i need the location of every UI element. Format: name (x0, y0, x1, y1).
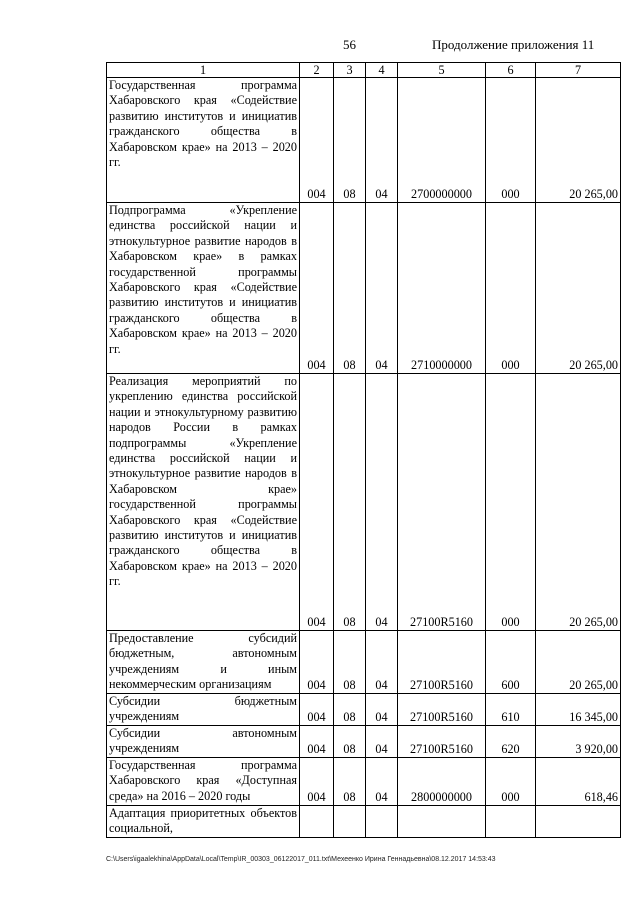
table-row (107, 758, 621, 806)
row-name-cell: Предоставление субсидий бюджетным, автономным учреждениям и иным некоммерческим организациям (107, 631, 300, 694)
code-cell: 610 (486, 694, 536, 726)
table-row (107, 631, 621, 694)
table-row (107, 78, 621, 203)
code-cell: 04 (366, 203, 398, 374)
amount-cell: 618,46 (536, 758, 621, 806)
code-cell: 27100R5160 (398, 726, 486, 758)
row-name-cell: Адаптация приоритетных объектов социальной, (107, 806, 300, 838)
row-name-cell: Субсидии бюджетным учреждениям (107, 694, 300, 726)
code-cell: 04 (366, 694, 398, 726)
code-cell: 2700000000 (398, 78, 486, 203)
amount-cell: 20 265,00 (536, 203, 621, 374)
code-cell: 08 (334, 203, 366, 374)
table-header-row (107, 63, 621, 78)
code-cell: 000 (486, 78, 536, 203)
code-cell: 004 (300, 758, 334, 806)
code-cell: 27100R5160 (398, 374, 486, 631)
code-cell: 2800000000 (398, 758, 486, 806)
code-cell (486, 806, 536, 838)
code-cell (300, 806, 334, 838)
code-cell: 08 (334, 631, 366, 694)
row-name-cell: Государственная программа Хабаровского края «Доступная среда» на 2016 – 2020 годы (107, 758, 300, 806)
column-header: 3 (334, 63, 366, 78)
column-header: 6 (486, 63, 536, 78)
column-header: 4 (366, 63, 398, 78)
code-cell: 004 (300, 374, 334, 631)
code-cell: 004 (300, 726, 334, 758)
column-header: 5 (398, 63, 486, 78)
row-name-cell: Подпрограмма «Укрепление единства российской нации и этнокультурное развитие народов в Хабаровском крае» в рамках государственной программы Хабаровского края «Содействие развитию институтов и инициатив гражданского общества в Хабаровском крае» на 2013 – 2020 гг. (107, 203, 300, 374)
code-cell: 04 (366, 374, 398, 631)
table-row (107, 203, 621, 374)
code-cell: 620 (486, 726, 536, 758)
code-cell: 2710000000 (398, 203, 486, 374)
row-name-cell: Реализация мероприятий по укреплению единства российской нации и этнокультурному развитию народов России в рамках подпрограммы «Укрепление единства российской нации и этнокультурное развитие народов в Хабаровском крае» государственной программы Хабаровского края «Содействие развитию институтов и инициатив гражданского общества в Хабаровском крае» на 2013 – 2020 гг. (107, 374, 300, 631)
code-cell: 08 (334, 78, 366, 203)
code-cell: 08 (334, 374, 366, 631)
code-cell (366, 806, 398, 838)
table-row (107, 374, 621, 631)
column-header: 1 (107, 63, 300, 78)
continuation-note: Продолжение приложения 11 (432, 37, 595, 52)
table-row (107, 694, 621, 726)
amount-cell: 20 265,00 (536, 78, 621, 203)
amount-cell: 20 265,00 (536, 374, 621, 631)
code-cell: 004 (300, 631, 334, 694)
code-cell: 27100R5160 (398, 631, 486, 694)
table-row (107, 726, 621, 758)
code-cell: 000 (486, 203, 536, 374)
footer-file-path: C:\Users\igaalekhina\AppData\Local\Temp\IR_00303_06122017_011.txt\Мехеенко Ирина Геннадьевна\08.12.2017 14:53:43 (106, 856, 496, 863)
column-header: 7 (536, 63, 621, 78)
code-cell: 04 (366, 758, 398, 806)
code-cell: 04 (366, 78, 398, 203)
code-cell: 08 (334, 694, 366, 726)
row-name-cell: Государственная программа Хабаровского края «Содействие развитию институтов и инициатив гражданского общества в Хабаровском крае» на 2013 – 2020 гг. (107, 78, 300, 203)
budget-table (106, 62, 621, 838)
code-cell: 000 (486, 374, 536, 631)
code-cell: 08 (334, 758, 366, 806)
code-cell: 004 (300, 203, 334, 374)
amount-cell: 20 265,00 (536, 631, 621, 694)
code-cell: 08 (334, 726, 366, 758)
page-number: 56 (343, 37, 356, 52)
table-row (107, 806, 621, 838)
code-cell: 27100R5160 (398, 694, 486, 726)
column-header: 2 (300, 63, 334, 78)
code-cell (398, 806, 486, 838)
row-name-cell: Субсидии автономным учреждениям (107, 726, 300, 758)
code-cell: 004 (300, 78, 334, 203)
code-cell (334, 806, 366, 838)
code-cell: 004 (300, 694, 334, 726)
code-cell: 04 (366, 631, 398, 694)
amount-cell: 3 920,00 (536, 726, 621, 758)
code-cell: 600 (486, 631, 536, 694)
code-cell: 000 (486, 758, 536, 806)
amount-cell: 16 345,00 (536, 694, 621, 726)
amount-cell (536, 806, 621, 838)
code-cell: 04 (366, 726, 398, 758)
